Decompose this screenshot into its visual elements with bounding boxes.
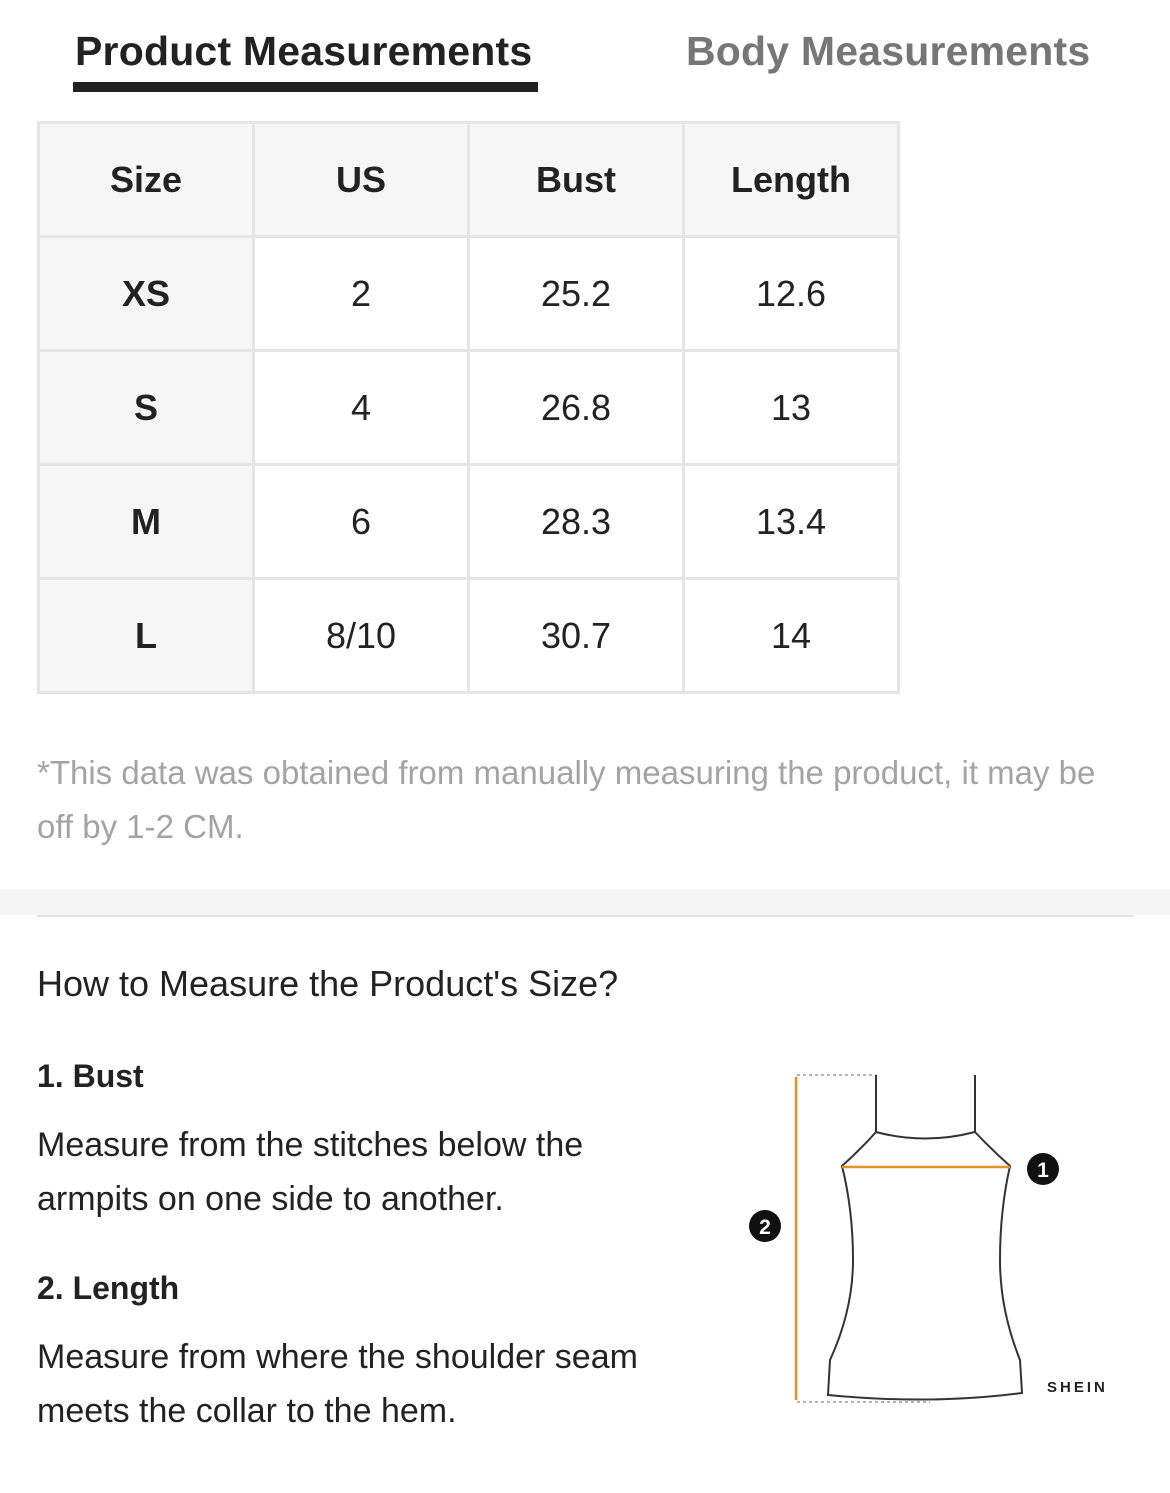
us-cell: 4: [254, 351, 469, 465]
camisole-body: [828, 1132, 1022, 1400]
active-tab-indicator: [73, 82, 538, 92]
table-row: [39, 237, 899, 351]
section-separator: [0, 889, 1170, 915]
bust-cell: 28.3: [469, 465, 684, 579]
table-header-row: [39, 123, 899, 237]
measurement-disclaimer: *This data was obtained from manually measuring the product, it may be off by 1-2 CM.: [37, 754, 1096, 845]
header-us: US: [254, 123, 469, 237]
marker-2-label: 2: [759, 1216, 771, 1239]
marker-1-label: 1: [1037, 1159, 1049, 1182]
tab-product-measurements[interactable]: Product Measurements: [75, 28, 533, 74]
step-bust-title: 1. Bust: [37, 1058, 144, 1094]
camisole-outline-icon: [740, 1060, 1140, 1420]
us-cell: 2: [254, 237, 469, 351]
size-cell: M: [39, 465, 254, 579]
bust-cell: 25.2: [469, 237, 684, 351]
tab-body-measurements[interactable]: Body Measurements: [686, 28, 1091, 74]
us-cell: 6: [254, 465, 469, 579]
header-length: Length: [684, 123, 899, 237]
bust-cell: 30.7: [469, 579, 684, 693]
bust-cell: 26.8: [469, 351, 684, 465]
size-cell: XS: [39, 237, 254, 351]
header-size: Size: [39, 123, 254, 237]
size-cell: S: [39, 351, 254, 465]
table-row: [39, 579, 899, 693]
size-cell: L: [39, 579, 254, 693]
length-cell: 14: [684, 579, 899, 693]
brand-logo: SHEIN: [1047, 1379, 1108, 1396]
table-row: [39, 465, 899, 579]
step-length-title: 2. Length: [37, 1270, 180, 1306]
header-bust: Bust: [469, 123, 684, 237]
step-bust-description: Measure from the stitches below the armpits on one side to another.: [37, 1126, 584, 1218]
how-to-measure-title: How to Measure the Product's Size?: [37, 963, 619, 1004]
size-chart-table: [37, 121, 900, 694]
divider: [37, 915, 1133, 917]
length-cell: 13.4: [684, 465, 899, 579]
step-length-description: Measure from where the shoulder seam meets the collar to the hem.: [37, 1338, 638, 1430]
table-row: [39, 351, 899, 465]
length-cell: 13: [684, 351, 899, 465]
measurement-tabs: [0, 0, 1170, 100]
us-cell: 8/10: [254, 579, 469, 693]
length-cell: 12.6: [684, 237, 899, 351]
